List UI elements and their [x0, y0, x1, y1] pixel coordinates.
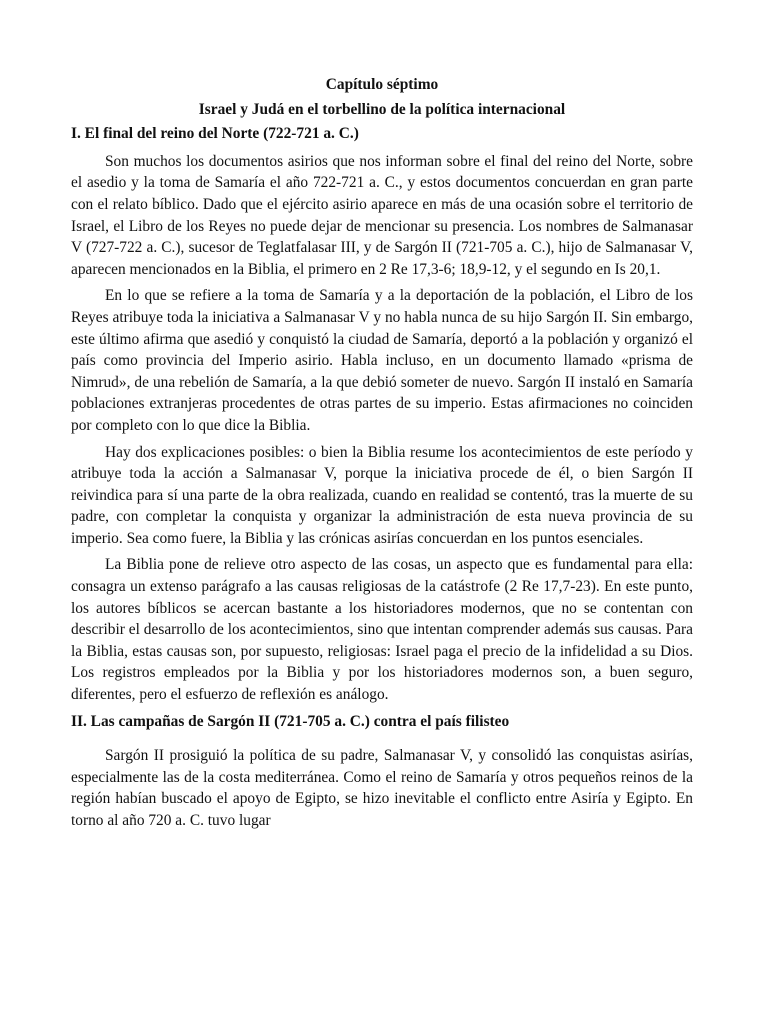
document-page — [71, 74, 693, 837]
chapter-subtitle: Israel y Judá en el torbellino de la política internacional — [198, 100, 566, 118]
paragraph: Hay dos explicaciones posibles: o bien la Biblia resume los acontecimientos de este período y atribuye toda la acción a Salmanasar V, porque la iniciativa procede de él, o bien Sargón II reivindica para sí una parte de la obra realizada, cuando en realidad se contentó, tras la muerte de su padre, con completar la conquista y organizar la administración de esta nueva provincia de su imperio. Sea como fuere, la Biblia y las crónicas asirías concuerdan en los puntos esenciales. — [71, 443, 693, 547]
chapter-title: Capítulo séptimo — [325, 76, 439, 93]
paragraph: En lo que se refiere a la toma de Samaría y a la deportación de la población, el Libro de los Reyes atribuye toda la iniciativa a Salmanasar V y no habla nunca de su hijo Sargón II. Sin embargo, este último afirma que asedió y conquistó la ciudad de Samaría, deportó a la población y organizó el país como provincia del Imperio asirio. Habla incluso, en un documento llamado «prisma de Nimrud», de una rebelión de Samaría, a la que debió someter de nuevo. Sargón II instaló en Samaría poblaciones extranjeras procedentes de otras partes de su imperio. Estas afirmaciones no coinciden por completo con lo que dice la Biblia. — [71, 287, 693, 434]
paragraph: Sargón II prosiguió la política de su padre, Salmanasar V, y consolidó las conquistas asirías, especialmente las de la costa mediterránea. Como el reino de Samaría y otros pequeños reinos de la región habían buscado el apoyo de Egipto, se hizo inevitable el conflicto entre Asiría y Egipto. En torno al año 720 a. C. tuvo lugar — [71, 747, 693, 829]
paragraph: Son muchos los documentos asirios que nos informan sobre el final del reino del Norte, sobre el asedio y la toma de Samaría el año 722-721 a. C., y estos documentos concuerdan en gran parte con el relato bíblico. Dado que el ejército asirio aparece en más de una ocasión sobre el territorio de Israel, el Libro de los Reyes no puede dejar de mencionar su presencia. Los nombres de Salmanasar V (727-722 a. C.), sucesor de Teglatfalasar III, y de Sargón II (721-705 a. C.), hijo de Salmanasar V, aparecen mencionados en la Biblia, el primero en 2 Re 17,3-6; 18,9-12, y el segundo en Is 20,1. — [71, 152, 693, 278]
section-2 — [71, 711, 693, 832]
section-heading: II. Las campañas de Sargón II (721-705 a. C.) contra el país filisteo — [71, 712, 510, 730]
paragraph: La Biblia pone de relieve otro aspecto de las cosas, un aspecto que es fundamental para ella: consagra un extenso parágrafo a las causas religiosas de la catástrofe (2 Re 17,7-23). En este punto, los autores bíblicos se acercan bastante a los historiadores modernos, que no se contentan con describir el desarrollo de los acontecimientos, sino que intentan comprender además sus causas. Para la Biblia, estas causas son, por supuesto, religiosas: Israel paga el precio de la infidelidad a su Dios. Los registros empleados por la Biblia y por los historiadores modernos son, a buen seguro, diferentes, pero el esfuerzo de reflexión es análogo. — [71, 556, 693, 704]
section-1 — [71, 123, 693, 705]
section-heading: I. El final del reino del Norte (722-721 a. C.) — [71, 125, 359, 143]
